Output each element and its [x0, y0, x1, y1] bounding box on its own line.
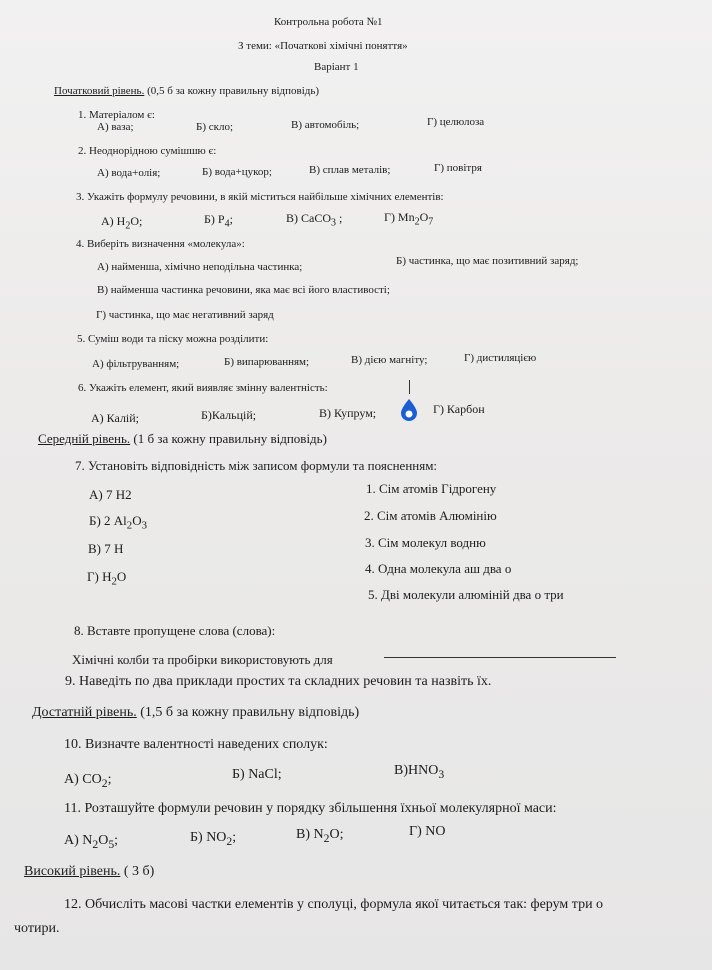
level-high-name: Високий рівень.	[24, 864, 121, 879]
level-initial-points: (0,5 б за кожну правильну відповідь)	[144, 85, 320, 97]
q10-option-c: $В)HNO_3$	[394, 763, 445, 781]
q5-option-b: Б) випарюванням;	[224, 356, 310, 368]
q7-right-5: 5. Дві молекули алюміній два о три	[368, 587, 564, 602]
q6-option-a: А) Калій;	[91, 411, 140, 425]
q3-option-a: А) $H_2O$;	[101, 214, 143, 232]
q2-option-a: А) вода+олія;	[97, 167, 161, 179]
level-high-heading	[18, 864, 154, 880]
q4-option-a: А) найменша, хімічно неподільна частинка;	[97, 261, 303, 273]
q6-option-b: Б)Кальцій;	[201, 408, 257, 422]
q6-option-c: В) Купрум;	[319, 406, 377, 420]
question-3: 3. Укажіть формулу речовини, в якій міститься найбільше хімічних елементів:	[76, 191, 444, 203]
q7-left-a: А) 7 H2	[89, 487, 132, 502]
q1-option-c: В) автомобіль;	[291, 119, 360, 131]
question-9: 9. Наведіть по два приклади простих та складних речовин та назвіть їх.	[65, 674, 492, 689]
q5-option-d: Г) дистиляцією	[464, 352, 537, 364]
q1-option-d: Г) целюлоза	[427, 116, 485, 128]
question-10: 10. Визначте валентності наведених сполук:	[64, 737, 328, 752]
level-initial-name: Початковий рівень.	[54, 85, 145, 97]
level-sufficient-name: Достатній рівень.	[32, 705, 137, 720]
level-middle-name: Середній рівень.	[38, 431, 131, 446]
q2-option-d: Г) повітря	[434, 162, 482, 174]
level-sufficient-heading	[32, 705, 359, 721]
q5-option-a: А) фільтруванням;	[92, 358, 180, 370]
q1-option-a: А) ваза;	[97, 121, 134, 133]
question-2: 2. Неоднорідною сумішшю є:	[78, 145, 217, 157]
question-5: 5. Суміш води та піску можна розділити:	[77, 333, 269, 345]
q4-option-b: Б) частинка, що має позитивний заряд;	[396, 255, 579, 267]
question-7: 7. Установіть відповідність між записом формули та поясненням:	[75, 458, 438, 473]
level-middle-heading	[38, 431, 327, 447]
q8-sentence: Хімічні колби та пробірки використовують для	[72, 652, 333, 667]
test-title: Контрольна робота №1	[274, 16, 383, 28]
q3-option-b: Б) $P_4$;	[204, 212, 233, 230]
q1-option-b: Б) скло;	[196, 121, 234, 133]
q3-option-c: В) CaCO$_3$ ;	[286, 211, 343, 229]
q7-right-4: 4. Одна молекула аш два о	[365, 561, 512, 576]
level-high-points: ( 3 б)	[120, 864, 155, 879]
q11-option-a: А) $N_2O_5$;	[64, 833, 119, 851]
question-8: 8. Вставте пропущене слова (слова):	[74, 623, 276, 638]
text-cursor	[409, 380, 410, 394]
question-1: 1. Матеріалом є:	[78, 109, 155, 121]
level-middle-points: (1 б за кожну правильну відповідь)	[130, 431, 327, 446]
q7-left-c: В) 7 Н	[88, 541, 124, 556]
question-6: 6. Укажіть елемент, який виявляє змінну валентність:	[78, 382, 328, 394]
question-12-continuation: чотири.	[14, 921, 60, 936]
q10-option-b: Б) NaCl;	[232, 767, 282, 782]
q2-option-c: В) сплав металів;	[309, 164, 391, 176]
test-topic: З теми: «Початкові хімічні поняття»	[238, 40, 408, 52]
q7-left-d: Г) $H_2O$	[87, 569, 127, 588]
q11-option-c: В) $N_2O$;	[296, 827, 344, 845]
question-4: 4. Виберіть визначення «молекула»:	[76, 238, 245, 250]
question-11: 11. Розташуйте формули речовин у порядку збільшення їхньої молекулярної маси:	[64, 801, 557, 816]
level-sufficient-points: (1,5 б за кожну правильну відповідь)	[136, 705, 360, 720]
q7-left-b: Б) 2 $Al_2O_3$	[89, 513, 148, 532]
q11-option-d: Г) NO	[409, 824, 446, 839]
q4-option-d: Г) частинка, що має негативний заряд	[96, 309, 274, 321]
q7-right-2: 2. Сім атомів Алюмінію	[364, 508, 497, 523]
q6-option-d: Г) Карбон	[433, 402, 485, 416]
question-12: 12. Обчисліть масові частки елементів у сполуці, формула якої читається так: ферум три о	[64, 897, 604, 912]
level-initial-heading	[54, 85, 319, 97]
test-variant: Варіант 1	[314, 61, 359, 73]
q10-option-a: А) $CO_2$;	[64, 772, 112, 790]
q2-option-b: Б) вода+цукор;	[202, 166, 272, 178]
q11-option-b: Б) $NO_2$;	[190, 830, 237, 848]
q4-option-c: В) найменша частинка речовини, яка має всі його властивості;	[97, 284, 390, 296]
q3-option-d: Г) $Mn_2O_7$	[384, 210, 434, 228]
q5-option-c: В) дією магніту;	[351, 354, 428, 366]
q7-right-1: 1. Сім атомів Гідрогену	[366, 481, 497, 496]
drop-cursor-icon[interactable]	[398, 398, 420, 422]
q7-right-3: 3. Сім молекул водню	[365, 535, 486, 550]
q8-answer-blank[interactable]	[384, 657, 616, 658]
